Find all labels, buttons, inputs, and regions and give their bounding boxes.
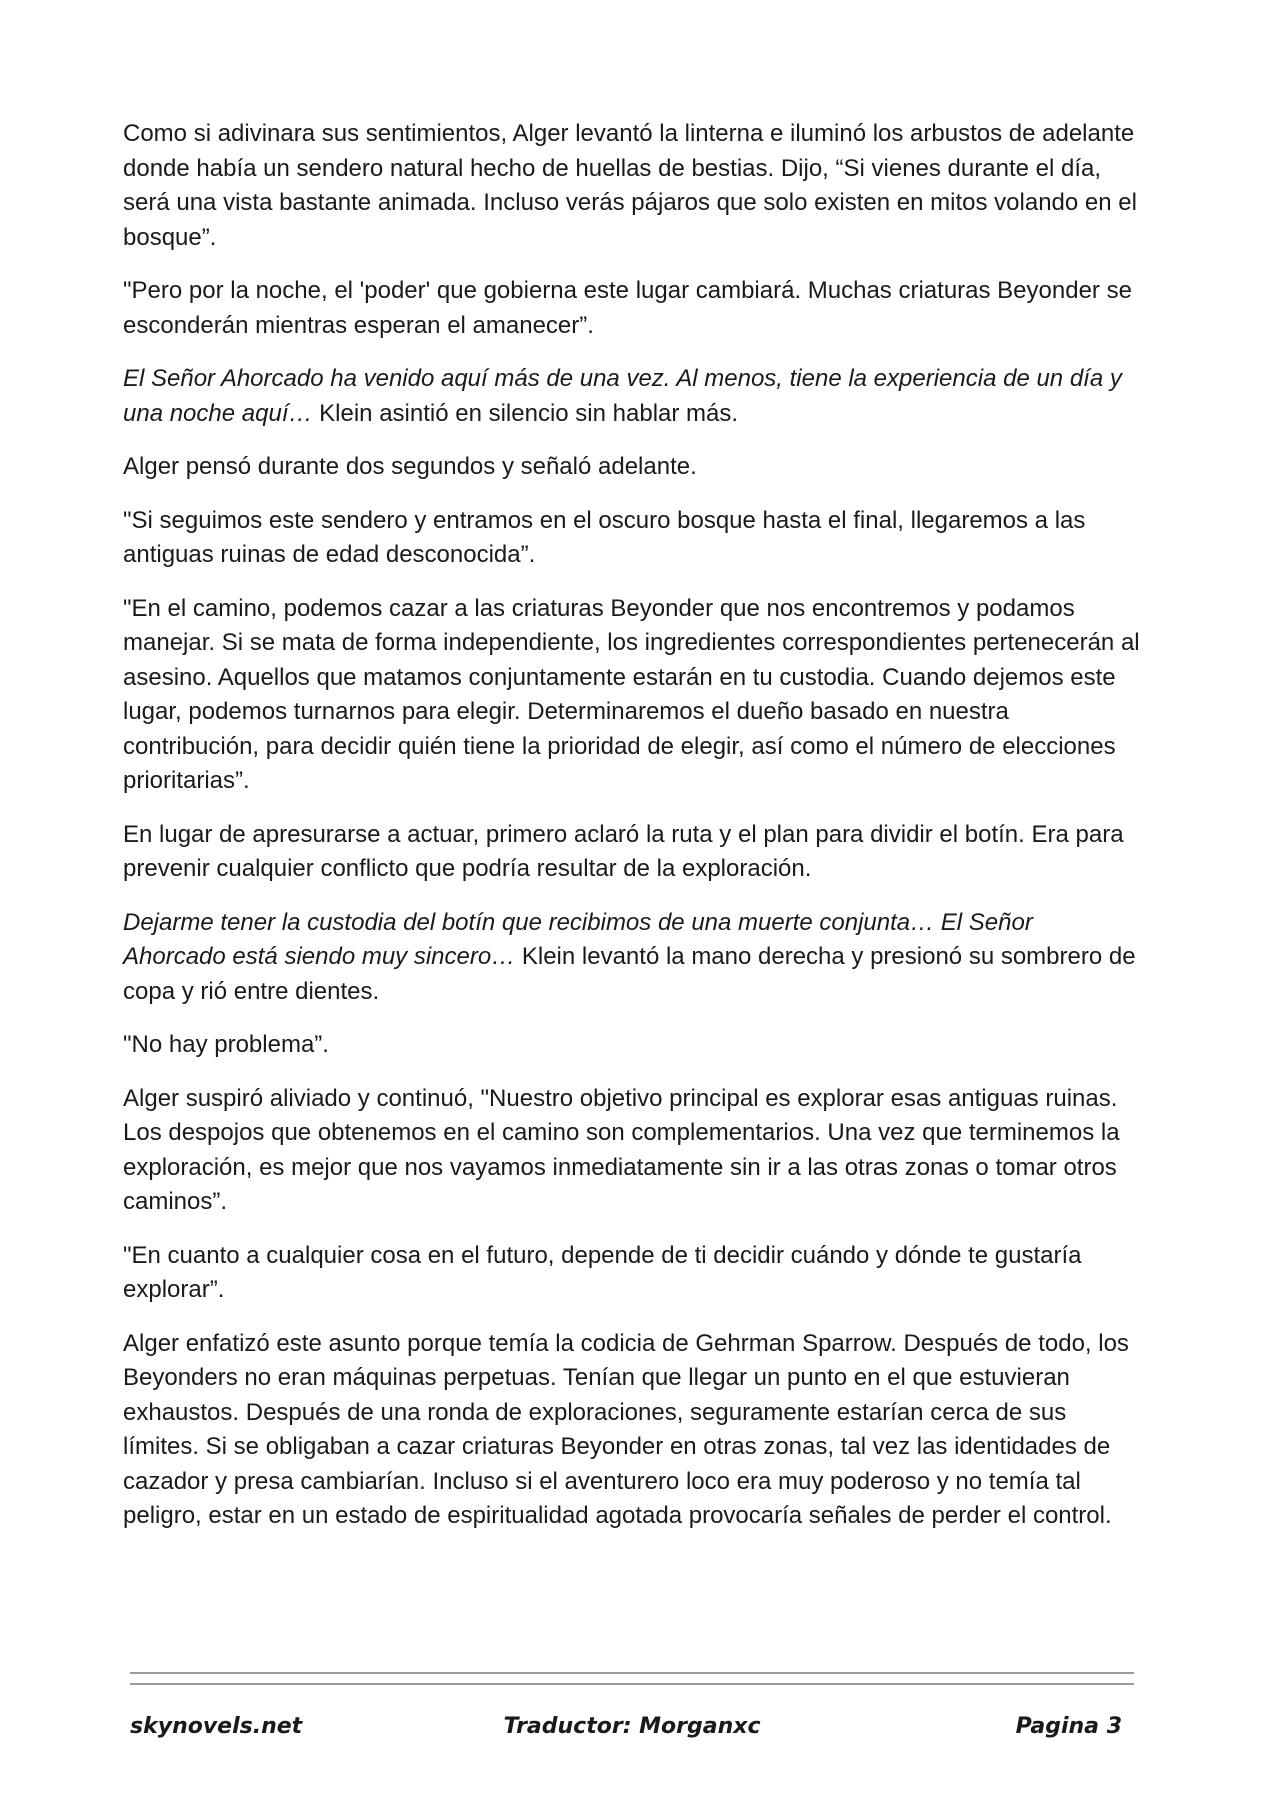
document-body <box>123 117 1141 1553</box>
paragraph-11 <box>123 1239 1141 1308</box>
paragraph-4 <box>123 450 1141 485</box>
footer-divider-top <box>130 1672 1134 1674</box>
paragraph-7 <box>123 818 1141 887</box>
paragraph-2 <box>123 274 1141 343</box>
paragraph-9 <box>123 1028 1141 1063</box>
paragraph-text: Klein levantó la mano derecha y presionó su sombrero de copa y rió entre dientes. <box>123 943 1136 1005</box>
footer-page-number: Pagina 3 <box>1015 1714 1122 1739</box>
paragraph-text: Como si adivinara sus sentimientos, Alger levantó la linterna e iluminó los arbustos de adelante donde había un sendero natural hecho de huellas de bestias. Dijo, “Si vienes durante el día, será una vista bastante animada. Incluso verás pájaros que solo existen en mitos volando en el bosque”. <box>123 120 1137 251</box>
paragraph-10 <box>123 1082 1141 1220</box>
italic-thought: El Señor Ahorcado ha venido aquí más de una vez. Al menos, tiene la experiencia de un día y una noche aquí… <box>123 365 1122 427</box>
paragraph-12 <box>123 1327 1141 1534</box>
paragraph-1 <box>123 117 1141 255</box>
footer-translator: Traductor: Morganxc <box>503 1714 761 1739</box>
paragraph-text: Alger enfatizó este asunto porque temía la codicia de Gehrman Sparrow. Después de todo, los Beyonders no eran máquinas perpetuas. Tenían que llegar un punto en el que estuvieran exhaustos. Después de una ronda de exploraciones, seguramente estarían cerca de sus límites. Si se obligaban a cazar criaturas Beyonder en otras zonas, tal vez las identidades de cazador y presa cambiarían. Incluso si el aventurero loco era muy poderoso y no temía tal peligro, estar en un estado de espiritualidad agotada provocaría señales de perder el control. <box>123 1329 1129 1529</box>
paragraph-text: "En cuanto a cualquier cosa en el futuro, depende de ti decidir cuándo y dónde te gustaría explorar”. <box>123 1241 1082 1303</box>
paragraph-text: En lugar de apresurarse a actuar, primero aclaró la ruta y el plan para dividir el botín. Era para prevenir cualquier conflicto que podría resultar de la exploración. <box>123 820 1124 882</box>
paragraph-text: Alger suspiró aliviado y continuó, "Nuestro objetivo principal es explorar esas antiguas ruinas. Los despojos que obtenemos en el camino son complementarios. Una vez que terminemos la exploración, es mejor que nos vayamos inmediatamente sin ir a las otras zonas o tomar otros caminos”. <box>123 1084 1120 1215</box>
paragraph-text: Klein asintió en silencio sin hablar más. <box>312 399 739 427</box>
paragraph-text: "En el camino, podemos cazar a las criaturas Beyonder que nos encontremos y podamos manejar. Si se mata de forma independiente, los ingredientes correspondientes pertenecerán al asesino. Aquellos que matamos conjuntamente estarán en tu custodia. Cuando dejemos este lugar, podemos turnarnos para elegir. Determinaremos el dueño basado en nuestra contribución, para decidir quién tiene la prioridad de elegir, así como el número de elecciones prioritarias”. <box>123 594 1140 794</box>
page-footer <box>130 1714 1134 1746</box>
italic-thought: Dejarme tener la custodia del botín que recibimos de una muerte conjunta… El Señor Ahorcado está siendo muy sincero… <box>123 908 1033 970</box>
paragraph-8 <box>123 906 1141 1010</box>
paragraph-text: Alger pensó durante dos segundos y señaló adelante. <box>123 453 697 480</box>
paragraph-text: "Si seguimos este sendero y entramos en el oscuro bosque hasta el final, llegaremos a las antiguas ruinas de edad desconocida”. <box>123 506 1086 568</box>
paragraph-3 <box>123 362 1141 431</box>
paragraph-6 <box>123 592 1141 799</box>
footer-divider-bottom <box>130 1683 1134 1685</box>
paragraph-text: "No hay problema”. <box>123 1031 329 1058</box>
footer-site: skynovels.net <box>130 1714 303 1739</box>
paragraph-text: "Pero por la noche, el 'poder' que gobierna este lugar cambiará. Muchas criaturas Beyonder se esconderán mientras esperan el amanecer”. <box>123 277 1132 339</box>
paragraph-5 <box>123 504 1141 573</box>
